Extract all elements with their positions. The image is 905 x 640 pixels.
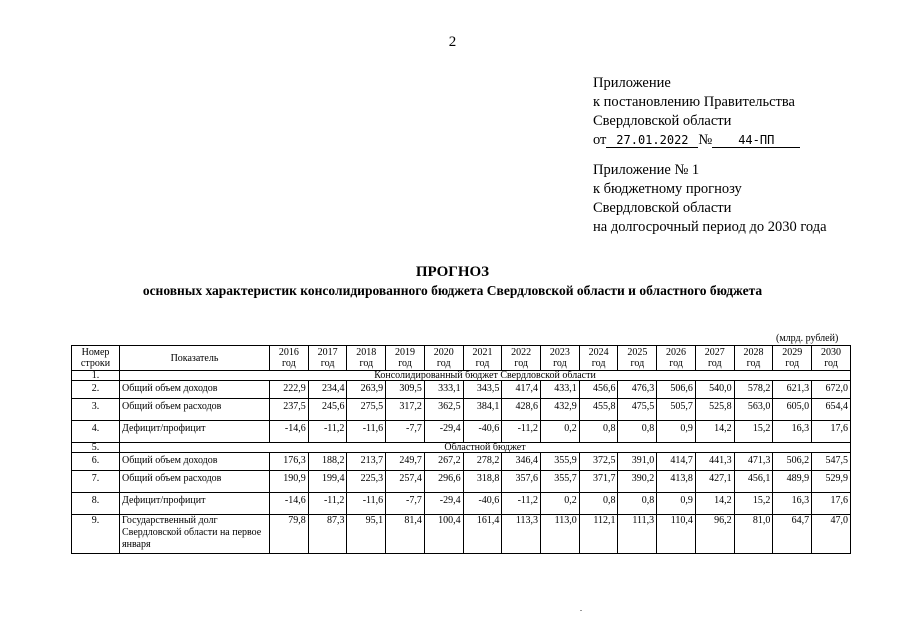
section-row bbox=[72, 371, 851, 381]
value-cell: 213,7 bbox=[347, 453, 386, 471]
value-cell: 0,8 bbox=[618, 421, 657, 443]
header-year: 2017 год bbox=[308, 346, 347, 371]
row-number: 3. bbox=[72, 399, 120, 421]
value-cell: 113,0 bbox=[541, 515, 580, 554]
value-cell: -11,6 bbox=[347, 493, 386, 515]
header-year: 2025 год bbox=[618, 346, 657, 371]
appendix-line-2: к постановлению Правительства bbox=[593, 94, 795, 110]
value-cell: 318,8 bbox=[463, 471, 502, 493]
value-cell: -11,2 bbox=[502, 421, 541, 443]
value-cell: 17,6 bbox=[812, 421, 851, 443]
table-row bbox=[72, 399, 851, 421]
section-row bbox=[72, 443, 851, 453]
value-cell: 17,6 bbox=[812, 493, 851, 515]
header-year: 2018 год bbox=[347, 346, 386, 371]
value-cell: -29,4 bbox=[424, 421, 463, 443]
value-cell: -40,6 bbox=[463, 421, 502, 443]
value-cell: 355,7 bbox=[541, 471, 580, 493]
value-cell: 427,1 bbox=[695, 471, 734, 493]
value-cell: 456,1 bbox=[734, 471, 773, 493]
appendix2-line-3: Свердловской области bbox=[593, 200, 732, 216]
row-label: Общий объем расходов bbox=[120, 471, 270, 493]
value-cell: 111,3 bbox=[618, 515, 657, 554]
value-cell: -11,2 bbox=[308, 421, 347, 443]
value-cell: 489,9 bbox=[773, 471, 812, 493]
value-cell: 371,7 bbox=[579, 471, 618, 493]
value-cell: 0,2 bbox=[541, 493, 580, 515]
value-cell: 14,2 bbox=[695, 493, 734, 515]
value-cell: 16,3 bbox=[773, 493, 812, 515]
document-subtitle: основных характеристик консолидированного бюджета Свердловской области и областного бюджета bbox=[142, 283, 763, 298]
value-cell: 249,7 bbox=[386, 453, 425, 471]
value-cell: 506,6 bbox=[657, 381, 696, 399]
value-cell: 441,3 bbox=[695, 453, 734, 471]
header-row bbox=[72, 346, 851, 371]
row-label: Государственный долг Свердловской области на первое января bbox=[120, 515, 270, 554]
value-cell: 309,5 bbox=[386, 381, 425, 399]
value-cell: 475,5 bbox=[618, 399, 657, 421]
header-number: Номер строки bbox=[72, 346, 120, 371]
value-cell: 190,9 bbox=[270, 471, 309, 493]
value-cell: 79,8 bbox=[270, 515, 309, 554]
page-number: 2 bbox=[448, 34, 457, 50]
value-cell: 64,7 bbox=[773, 515, 812, 554]
value-cell: 263,9 bbox=[347, 381, 386, 399]
unit-label: (млрд. рублей) bbox=[776, 333, 839, 344]
value-cell: 275,5 bbox=[347, 399, 386, 421]
value-cell: -14,6 bbox=[270, 421, 309, 443]
section-number: 1. bbox=[72, 371, 120, 381]
appendix-line-3: Свердловской области bbox=[593, 113, 732, 129]
value-cell: 672,0 bbox=[812, 381, 851, 399]
value-cell: 529,9 bbox=[812, 471, 851, 493]
header-year: 2026 год bbox=[657, 346, 696, 371]
table-row bbox=[72, 493, 851, 515]
value-cell: 14,2 bbox=[695, 421, 734, 443]
header-indicator: Показатель bbox=[120, 346, 270, 371]
date-prefix: от bbox=[593, 132, 607, 148]
table-row bbox=[72, 515, 851, 554]
value-cell: 417,4 bbox=[502, 381, 541, 399]
value-cell: 0,8 bbox=[579, 493, 618, 515]
forecast-table bbox=[71, 345, 851, 554]
value-cell: 81,0 bbox=[734, 515, 773, 554]
document-number: 44-ПП bbox=[712, 133, 800, 148]
value-cell: 362,5 bbox=[424, 399, 463, 421]
header-year: 2019 год bbox=[386, 346, 425, 371]
value-cell: -11,2 bbox=[502, 493, 541, 515]
appendix-block bbox=[593, 74, 800, 150]
header-year: 2029 год bbox=[773, 346, 812, 371]
header-year: 2020 год bbox=[424, 346, 463, 371]
value-cell: 112,1 bbox=[579, 515, 618, 554]
value-cell: 433,1 bbox=[541, 381, 580, 399]
value-cell: 87,3 bbox=[308, 515, 347, 554]
value-cell: 110,4 bbox=[657, 515, 696, 554]
value-cell: 343,5 bbox=[463, 381, 502, 399]
value-cell: 654,4 bbox=[812, 399, 851, 421]
table-row bbox=[72, 381, 851, 399]
value-cell: 540,0 bbox=[695, 381, 734, 399]
value-cell: 0,8 bbox=[618, 493, 657, 515]
value-cell: 245,6 bbox=[308, 399, 347, 421]
scan-dot bbox=[580, 610, 582, 611]
value-cell: 278,2 bbox=[463, 453, 502, 471]
value-cell: -14,6 bbox=[270, 493, 309, 515]
value-cell: 267,2 bbox=[424, 453, 463, 471]
row-label: Общий объем доходов bbox=[120, 381, 270, 399]
header-year: 2024 год bbox=[579, 346, 618, 371]
appendix2-line-2: к бюджетному прогнозу bbox=[593, 181, 742, 197]
value-cell: 456,6 bbox=[579, 381, 618, 399]
value-cell: -11,6 bbox=[347, 421, 386, 443]
value-cell: -7,7 bbox=[386, 493, 425, 515]
value-cell: 505,7 bbox=[657, 399, 696, 421]
appendix-line-1: Приложение bbox=[593, 75, 671, 91]
row-label: Дефицит/профицит bbox=[120, 421, 270, 443]
value-cell: 476,3 bbox=[618, 381, 657, 399]
row-number: 9. bbox=[72, 515, 120, 554]
value-cell: 432,9 bbox=[541, 399, 580, 421]
table-row bbox=[72, 421, 851, 443]
value-cell: -11,2 bbox=[308, 493, 347, 515]
value-cell: 578,2 bbox=[734, 381, 773, 399]
value-cell: 161,4 bbox=[463, 515, 502, 554]
value-cell: 471,3 bbox=[734, 453, 773, 471]
value-cell: 346,4 bbox=[502, 453, 541, 471]
appendix2-line-1: Приложение № 1 bbox=[593, 162, 700, 178]
value-cell: 222,9 bbox=[270, 381, 309, 399]
document-date: 27.01.2022 bbox=[606, 133, 698, 148]
section-caption: Консолидированный бюджет Свердловской области bbox=[120, 371, 851, 381]
row-label: Дефицит/профицит bbox=[120, 493, 270, 515]
header-year: 2030 год bbox=[812, 346, 851, 371]
row-number: 7. bbox=[72, 471, 120, 493]
value-cell: 372,5 bbox=[579, 453, 618, 471]
value-cell: 199,4 bbox=[308, 471, 347, 493]
row-number: 8. bbox=[72, 493, 120, 515]
header-year: 2022 год bbox=[502, 346, 541, 371]
row-number: 2. bbox=[72, 381, 120, 399]
header-year: 2027 год bbox=[695, 346, 734, 371]
value-cell: 547,5 bbox=[812, 453, 851, 471]
value-cell: 113,3 bbox=[502, 515, 541, 554]
value-cell: 355,9 bbox=[541, 453, 580, 471]
value-cell: 188,2 bbox=[308, 453, 347, 471]
header-year: 2021 год bbox=[463, 346, 502, 371]
value-cell: -7,7 bbox=[386, 421, 425, 443]
value-cell: 0,9 bbox=[657, 493, 696, 515]
value-cell: 0,2 bbox=[541, 421, 580, 443]
header-year: 2028 год bbox=[734, 346, 773, 371]
value-cell: 563,0 bbox=[734, 399, 773, 421]
section-caption: Областной бюджет bbox=[120, 443, 851, 453]
section-number: 5. bbox=[72, 443, 120, 453]
document-title: ПРОГНОЗ bbox=[415, 264, 490, 280]
value-cell: 333,1 bbox=[424, 381, 463, 399]
number-prefix: № bbox=[698, 132, 713, 148]
value-cell: 390,2 bbox=[618, 471, 657, 493]
value-cell: 234,4 bbox=[308, 381, 347, 399]
row-number: 6. bbox=[72, 453, 120, 471]
value-cell: -40,6 bbox=[463, 493, 502, 515]
value-cell: 384,1 bbox=[463, 399, 502, 421]
appendix2-block bbox=[593, 161, 827, 237]
value-cell: 47,0 bbox=[812, 515, 851, 554]
table-row bbox=[72, 471, 851, 493]
value-cell: 506,2 bbox=[773, 453, 812, 471]
value-cell: 357,6 bbox=[502, 471, 541, 493]
value-cell: 317,2 bbox=[386, 399, 425, 421]
value-cell: 100,4 bbox=[424, 515, 463, 554]
value-cell: 413,8 bbox=[657, 471, 696, 493]
value-cell: 296,6 bbox=[424, 471, 463, 493]
header-year: 2016 год bbox=[270, 346, 309, 371]
value-cell: 15,2 bbox=[734, 421, 773, 443]
value-cell: 605,0 bbox=[773, 399, 812, 421]
header-year: 2023 год bbox=[541, 346, 580, 371]
value-cell: 0,8 bbox=[579, 421, 618, 443]
value-cell: 176,3 bbox=[270, 453, 309, 471]
value-cell: 237,5 bbox=[270, 399, 309, 421]
row-label: Общий объем расходов bbox=[120, 399, 270, 421]
value-cell: 225,3 bbox=[347, 471, 386, 493]
value-cell: 96,2 bbox=[695, 515, 734, 554]
row-number: 4. bbox=[72, 421, 120, 443]
value-cell: 81,4 bbox=[386, 515, 425, 554]
value-cell: 16,3 bbox=[773, 421, 812, 443]
value-cell: 428,6 bbox=[502, 399, 541, 421]
value-cell: 621,3 bbox=[773, 381, 812, 399]
value-cell: 15,2 bbox=[734, 493, 773, 515]
value-cell: 257,4 bbox=[386, 471, 425, 493]
appendix-date-line bbox=[593, 131, 800, 150]
value-cell: 525,8 bbox=[695, 399, 734, 421]
value-cell: 391,0 bbox=[618, 453, 657, 471]
value-cell: 455,8 bbox=[579, 399, 618, 421]
value-cell: 0,9 bbox=[657, 421, 696, 443]
appendix2-line-4: на долгосрочный период до 2030 года bbox=[593, 219, 827, 235]
table-row bbox=[72, 453, 851, 471]
value-cell: -29,4 bbox=[424, 493, 463, 515]
value-cell: 414,7 bbox=[657, 453, 696, 471]
row-label: Общий объем доходов bbox=[120, 453, 270, 471]
value-cell: 95,1 bbox=[347, 515, 386, 554]
